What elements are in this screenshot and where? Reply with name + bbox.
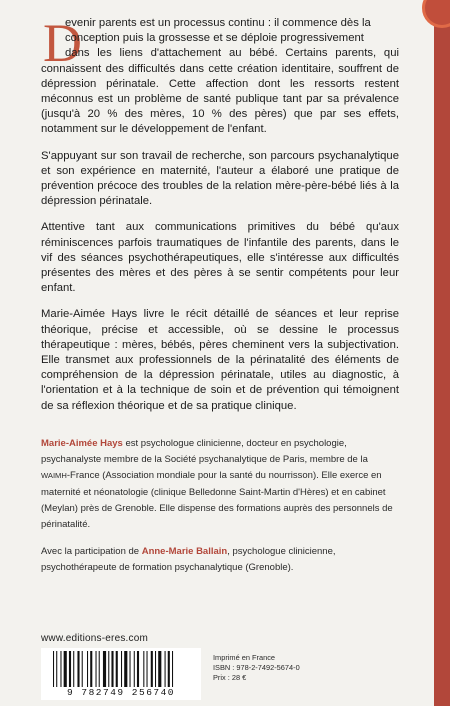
spine-edge (434, 0, 450, 706)
bio-paragraph (41, 436, 399, 534)
intro-line-3: dans les liens d'attachement au bébé. Certains parents, qui (65, 47, 399, 60)
price: Prix : 28 € (213, 673, 247, 682)
isbn-barcode (41, 648, 201, 700)
intro-rest: connaissent des difficultés dans cette création identitaire, souffrent de dépression périnatale. Cette affection dont les ressorts restent méconnus est un problème de santé publique tant par sa prévalence (jusqu'à 20 % des mères, 10 % des pères) que par ses effets, notamment sur le développement de l'enfant. (41, 62, 399, 136)
barcode-bars (41, 648, 201, 688)
bio-text-a: est psychologue clinicienne, docteur en psychologie, psychanalyste membre de la Société psychanalytique de Paris, membre de la (41, 437, 368, 466)
paragraph-attention: Attentive tant aux communications primitives du bébé qu'aux réminiscences parfois traumatiques de l'infantile des parents, dans le vif des séances psychothérapeutiques, elle s'intéresse aux difficultés présentes des mères et des pères à se sentir compétents pour leur enfant. (41, 221, 399, 295)
publisher-website: www.editions-eres.com (41, 633, 149, 644)
intro-line-1: evenir parents est un processus continu : il commence dès la (65, 17, 371, 29)
isbn-number: ISBN : 978-2-7492-5674-0 (213, 663, 300, 672)
author-name: Marie-Aimée Hays (41, 437, 123, 449)
back-cover-text (41, 13, 399, 576)
paragraph-approach: S'appuyant sur son travail de recherche, son parcours psychanalytique et son expérience en maternité, l'auteur a élaboré une pratique de prévention précoce des troubles de la relation mère-père-bébé liés à la dépression périnatale. (41, 149, 399, 208)
bio-text-b: -France (Association mondiale pour la santé du nourrisson). Elle exerce en maternité et néonatologie (clinique Belledonne Saint-Martin d'Hères) et en cabinet (Meylan) près de Grenoble. Elle dispense des formations auprès des personnels de périnatalité. (41, 470, 393, 531)
paragraph-account: Marie-Aimée Hays livre le récit détaillé de séances et leur reprise théorique, précise et accessible, où se dessine le processus thérapeutique : mères, bébés, pères cheminent vers la subjectivation. Elle transmet aux professionnels de la périnatalité des éléments de compréhension de la dépression périnatale, utiles au diagnostic, à l'orientation et à la technique de soin et de prévention qui témoignent de sa réflexion théorique et de sa pratique clinique. (41, 308, 399, 412)
participation-text-b: , psychologue clinicienne, psychothérapeute de formation psychanalytique (Grenoble). (41, 545, 336, 573)
spine-ring-decoration (422, 0, 450, 28)
participant-name: Anne-Marie Ballain (141, 545, 228, 557)
author-bio (41, 436, 399, 576)
waimh-acronym: WAIMH (41, 471, 67, 481)
intro-line-2: conception puis la grossesse et se déploie progressivement (65, 32, 364, 45)
barcode-digits: 9 782749 256740 (66, 687, 175, 698)
publication-info (213, 653, 300, 683)
intro-paragraph (41, 13, 399, 138)
participation-text-a: Avec la participation de (41, 545, 142, 557)
printed-in: Imprimé en France (213, 653, 276, 662)
participation-paragraph (41, 544, 399, 577)
drop-cap: D (43, 13, 82, 73)
